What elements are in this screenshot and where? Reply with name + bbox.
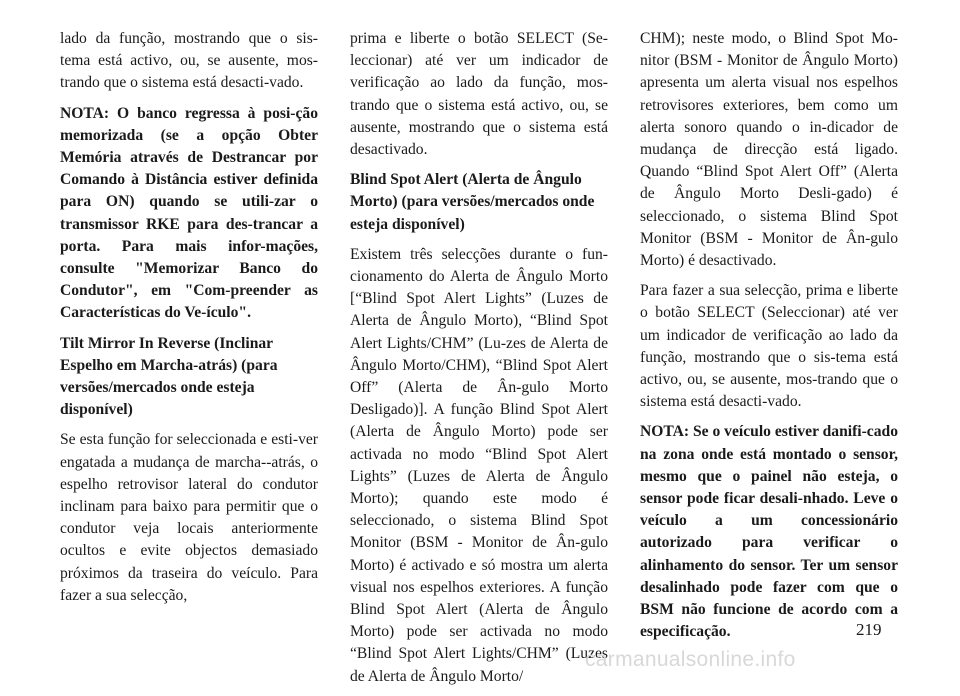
text-column-middle	[350, 28, 608, 696]
text-column-right	[640, 28, 898, 651]
paragraph-select-instruction: prima e liberte o botão SELECT (Se-leccionar) até ver um indicador de verificação ao lado da função, mos-trando que o sistema está activo, ou, se ausente, mostrando que o sistema está desactivado.	[350, 30, 608, 159]
paragraph-chm-mode: CHM); neste modo, o Blind Spot Mo-nitor (BSM - Monitor de Ângulo Morto) apresenta um alerta visual nos espelhos retrovisores exteriores, bem como um alerta sonoro quando o in-dicador de mudança de direcção está ligado. Quando “Blind Spot Alert Off” (Alerta de Ângulo Morto Desli-gado) é seleccionado, o sistema Blind Spot Monitor (BSM - Monitor de Ân-gulo Morto) é desactivado.	[640, 30, 898, 270]
paragraph-continuation: lado da função, mostrando que o sis-tema está activo, ou, se ausente, mos-trando que o sistema está desacti-vado.	[60, 30, 318, 92]
watermark: carmanualsonline.info	[585, 648, 796, 671]
page-number: 219	[856, 620, 882, 639]
heading-tilt-mirror: Tilt Mirror In Reverse (Inclinar Espelho em Marcha-atrás) (para versões/mercados onde esteja disponível)	[60, 334, 278, 419]
text-column-left	[60, 28, 318, 615]
paragraph-tilt-mirror: Se esta função for seleccionada e esti-ver engatada a mudança de marcha--atrás, o espelho retrovisor lateral do condutor inclinam para baixo para permitir que o condutor veja locais anteriormente ocultos e evite objectos demasiado próximos da traseira do veículo. Para fazer a sua selecção,	[60, 431, 318, 604]
paragraph-blind-spot-modes: Existem três selecções durante o fun-cionamento do Alerta de Ângulo Morto [“Blind Spot Alert Lights” (Luzes de Alerta de Ângulo Morto), “Blind Spot Alert Lights/CHM” (Lu-zes de Alerta de Ângulo Morto/CHM), “Blind Spot Alert Off” (Alerta de Ân-gulo Morto Desligado)]. A função Blind Spot Alert (Alerta de Ângulo Morto) pode ser activada no modo “Blind Spot Alert Lights” (Luzes de Alerta de Ângulo Morto); quando este modo é seleccionado, o sistema Blind Spot Monitor (BSM - Monitor de Ân-gulo Morto) é activado e só mostra um alerta visual nos espelhos exteriores. A função Blind Spot Alert (Alerta de Ângulo Morto) pode ser activada no modo “Blind Spot Alert Lights/CHM” (Luzes de Alerta de Ângulo Morto/	[350, 245, 608, 685]
paragraph-select-instruction-2: Para fazer a sua selecção, prima e liberte o botão SELECT (Seleccionar) até ver um indicador de verificação ao lado da função, mostrando que o sis-tema está activo, ou, se ausente, mos-trando que o sistema está desacti-vado.	[640, 282, 898, 411]
note-memory-seat: NOTA: O banco regressa à posi-ção memorizada (se a opção Obter Memória através de Destrancar por Comando à Distância estiver definida para ON) quando se utili-zar o transmissor RKE para des-trancar a porta. Para mais infor-mações, consulte "Memorizar Banco do Condutor", em "Com-preender as Características do Ve-ículo".	[60, 104, 318, 322]
note-sensor-alignment: NOTA: Se o veículo estiver danifi-cado na zona onde está montado o sensor, mesmo que o painel não esteja, o sensor pode ficar desali-nhado. Leve o veículo a um concessionário autorizado para verificar o alinhamento do sensor. Ter um sensor desalinhado pode fazer com que o BSM não funcione de acordo com a especificação.	[640, 423, 898, 641]
heading-blind-spot-alert: Blind Spot Alert (Alerta de Ângulo Morto) (para versões/mercados onde esteja disponível)	[350, 171, 595, 233]
